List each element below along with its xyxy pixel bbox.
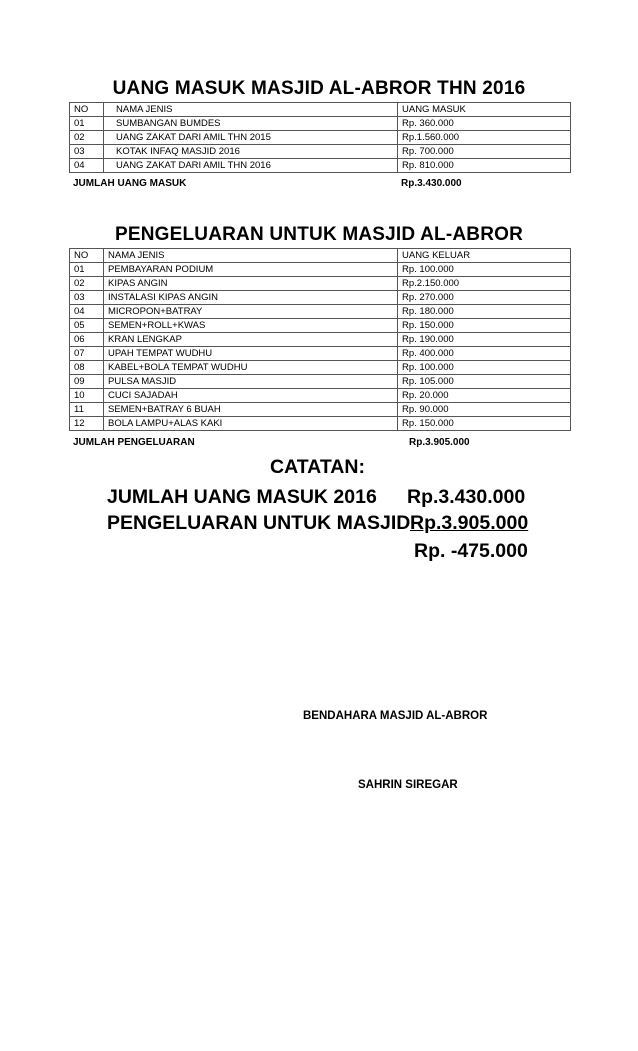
income-table-row bbox=[70, 117, 571, 131]
expense-table-cell: 05 bbox=[70, 319, 104, 333]
expense-table-cell: SEMEN+BATRAY 6 BUAH bbox=[104, 403, 398, 417]
income-title: UANG MASUK MASJID AL-ABROR THN 2016 bbox=[112, 78, 526, 99]
notes-income-value: Rp.3.430.000 bbox=[407, 486, 526, 508]
expense-table-row bbox=[70, 277, 571, 291]
expense-table-cell: Rp. 270.000 bbox=[398, 291, 571, 305]
income-table-header-cell: NAMA JENIS bbox=[104, 103, 398, 117]
expense-table-row bbox=[70, 389, 571, 403]
income-table-row bbox=[70, 145, 571, 159]
expense-table-cell: Rp. 105.000 bbox=[398, 375, 571, 389]
income-total-value: Rp.3.430.000 bbox=[401, 178, 462, 189]
expense-table-cell: CUCI SAJADAH bbox=[104, 389, 398, 403]
income-table-cell: Rp. 700.000 bbox=[398, 145, 571, 159]
income-table-header-row bbox=[70, 103, 571, 117]
signature-name: SAHRIN SIREGAR bbox=[358, 779, 458, 791]
expense-table-cell: INSTALASI KIPAS ANGIN bbox=[104, 291, 398, 305]
expense-table-header-cell: NAMA JENIS bbox=[104, 249, 398, 263]
expense-table-cell: UPAH TEMPAT WUDHU bbox=[104, 347, 398, 361]
expense-table-cell: 07 bbox=[70, 347, 104, 361]
expense-title: PENGELUARAN UNTUK MASJID AL-ABROR bbox=[114, 224, 524, 245]
income-table-cell: SUMBANGAN BUMDES bbox=[104, 117, 398, 131]
expense-table-row bbox=[70, 361, 571, 375]
expense-table-cell: Rp. 100.000 bbox=[398, 361, 571, 375]
expense-table-row bbox=[70, 347, 571, 361]
notes-title: CATATAN: bbox=[270, 456, 365, 478]
notes-expense-value: Rp.3.905.000 bbox=[410, 512, 529, 534]
expense-table-cell: 09 bbox=[70, 375, 104, 389]
income-table-header-cell: NO bbox=[70, 103, 104, 117]
expense-table-cell: KRAN LENGKAP bbox=[104, 333, 398, 347]
income-table-row bbox=[70, 131, 571, 145]
expense-table-cell: 03 bbox=[70, 291, 104, 305]
expense-table-cell: BOLA LAMPU+ALAS KAKI bbox=[104, 417, 398, 431]
expense-table-cell: Rp.2.150.000 bbox=[398, 277, 571, 291]
income-table-cell: Rp. 360.000 bbox=[398, 117, 571, 131]
expense-table-row bbox=[70, 417, 571, 431]
income-table-cell: UANG ZAKAT DARI AMIL THN 2016 bbox=[104, 159, 398, 173]
expense-table-cell: Rp. 20.000 bbox=[398, 389, 571, 403]
expense-table-cell: Rp. 150.000 bbox=[398, 319, 571, 333]
expense-table-cell: 12 bbox=[70, 417, 104, 431]
signature-title: BENDAHARA MASJID AL-ABROR bbox=[303, 710, 488, 722]
income-table-cell: 01 bbox=[70, 117, 104, 131]
expense-table-row bbox=[70, 403, 571, 417]
expense-table-cell: SEMEN+ROLL+KWAS bbox=[104, 319, 398, 333]
expense-table-cell: KABEL+BOLA TEMPAT WUDHU bbox=[104, 361, 398, 375]
expense-table-cell: KIPAS ANGIN bbox=[104, 277, 398, 291]
expense-table-cell: 04 bbox=[70, 305, 104, 319]
expense-table-header-cell: NO bbox=[70, 249, 104, 263]
expense-table-row bbox=[70, 291, 571, 305]
expense-total-value: Rp.3.905.000 bbox=[409, 437, 470, 448]
expense-table-row bbox=[70, 305, 571, 319]
expense-table-cell: 01 bbox=[70, 263, 104, 277]
income-table bbox=[69, 102, 571, 173]
expense-table-cell: Rp. 90.000 bbox=[398, 403, 571, 417]
income-table-cell: 04 bbox=[70, 159, 104, 173]
expense-table-cell: Rp. 190.000 bbox=[398, 333, 571, 347]
income-table-cell: Rp.1.560.000 bbox=[398, 131, 571, 145]
expense-table-cell: Rp. 180.000 bbox=[398, 305, 571, 319]
expense-table-row bbox=[70, 375, 571, 389]
expense-table-row bbox=[70, 319, 571, 333]
expense-table-header-cell: UANG KELUAR bbox=[398, 249, 571, 263]
notes-income-label: JUMLAH UANG MASUK 2016 bbox=[107, 486, 377, 508]
expense-table-row bbox=[70, 333, 571, 347]
income-table-cell: Rp. 810.000 bbox=[398, 159, 571, 173]
income-table-cell: 02 bbox=[70, 131, 104, 145]
expense-table-header-row bbox=[70, 249, 571, 263]
income-table-cell: KOTAK INFAQ MASJID 2016 bbox=[104, 145, 398, 159]
expense-table-cell: 06 bbox=[70, 333, 104, 347]
expense-table-cell: 10 bbox=[70, 389, 104, 403]
expense-table-cell: 02 bbox=[70, 277, 104, 291]
expense-table-cell: Rp. 100.000 bbox=[398, 263, 571, 277]
notes-expense-label: PENGELUARAN UNTUK MASJID bbox=[107, 512, 411, 534]
income-table-cell: 03 bbox=[70, 145, 104, 159]
expense-table-cell: Rp. 400.000 bbox=[398, 347, 571, 361]
income-total-label: JUMLAH UANG MASUK bbox=[73, 178, 187, 189]
expense-table-cell: PEMBAYARAN PODIUM bbox=[104, 263, 398, 277]
expense-total-label: JUMLAH PENGELUARAN bbox=[73, 437, 195, 448]
expense-table-cell: MICROPON+BATRAY bbox=[104, 305, 398, 319]
expense-table-cell: 08 bbox=[70, 361, 104, 375]
expense-table-row bbox=[70, 263, 571, 277]
expense-table-cell: 11 bbox=[70, 403, 104, 417]
income-table-row bbox=[70, 159, 571, 173]
expense-table-cell: PULSA MASJID bbox=[104, 375, 398, 389]
income-table-header-cell: UANG MASUK bbox=[398, 103, 571, 117]
income-table-cell: UANG ZAKAT DARI AMIL THN 2015 bbox=[104, 131, 398, 145]
expense-table-cell: Rp. 150.000 bbox=[398, 417, 571, 431]
expense-table bbox=[69, 248, 571, 431]
notes-difference: Rp. -475.000 bbox=[414, 540, 528, 562]
